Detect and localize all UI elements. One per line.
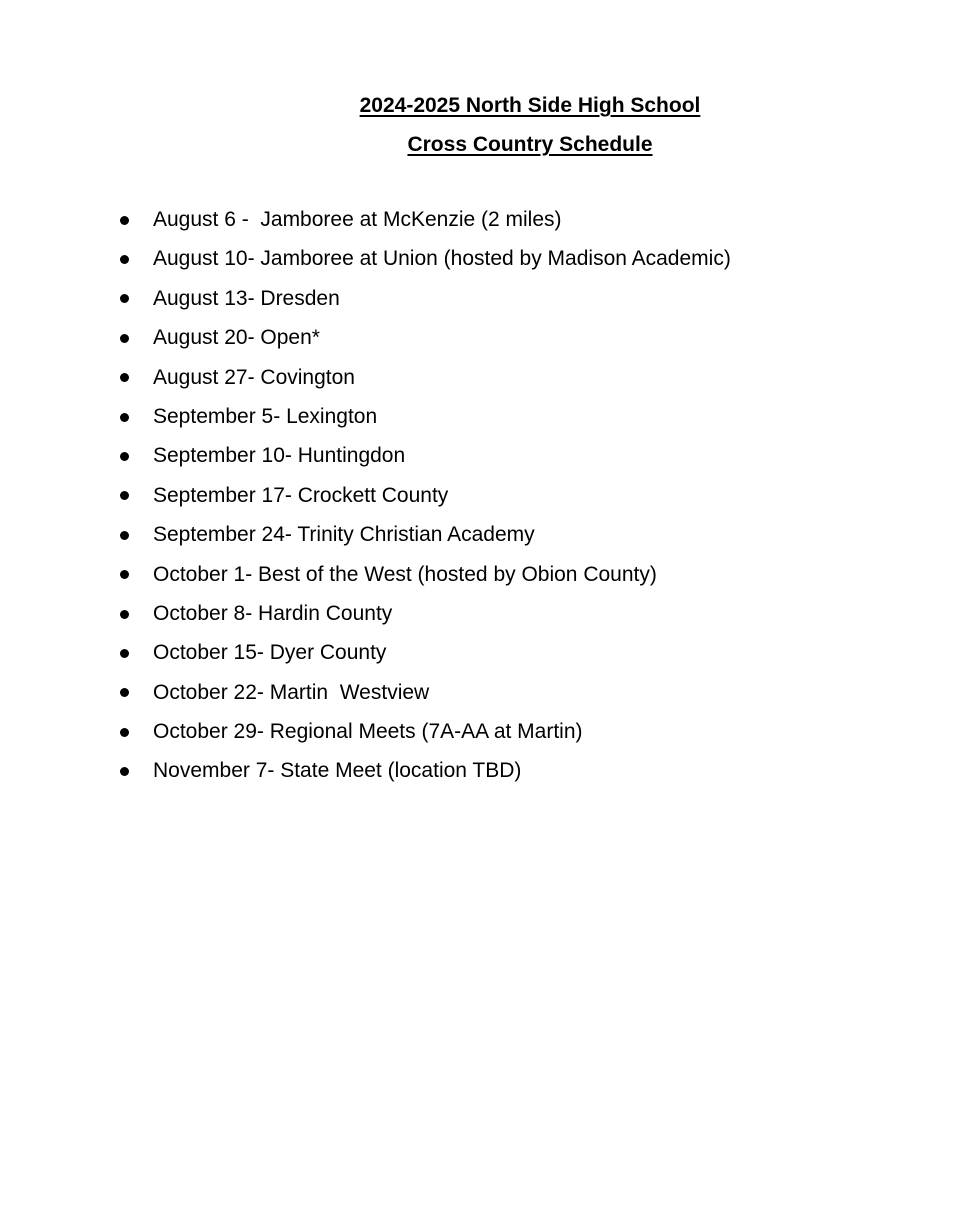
schedule-item — [118, 397, 731, 436]
schedule-item — [118, 239, 731, 278]
bullet-icon — [120, 216, 129, 225]
schedule-item — [118, 318, 731, 357]
bullet-icon — [120, 255, 129, 264]
document-title — [330, 86, 730, 164]
title-line-school: 2024-2025 North Side High School — [359, 94, 701, 117]
schedule-item — [118, 279, 731, 318]
schedule-item — [118, 751, 731, 790]
schedule-list — [118, 200, 731, 791]
bullet-icon — [120, 610, 129, 619]
bullet-icon — [120, 767, 129, 776]
bullet-icon — [120, 294, 129, 303]
schedule-item-text: September 17- Crockett County — [153, 483, 449, 507]
schedule-item-text: September 24- Trinity Christian Academy — [153, 523, 535, 547]
schedule-item-text: September 10- Huntingdon — [153, 444, 406, 468]
title-line-schedule: Cross Country Schedule — [407, 133, 653, 156]
schedule-item-text: August 6 - Jamboree at McKenzie (2 miles) — [153, 208, 562, 231]
schedule-item-text: September 5- Lexington — [153, 404, 378, 428]
schedule-item — [118, 436, 731, 475]
schedule-item — [118, 476, 731, 515]
schedule-item-text: August 13- Dresden — [153, 286, 340, 310]
bullet-icon — [120, 531, 129, 540]
schedule-item-text: October 29- Regional Meets (7A-AA at Martin) — [153, 720, 583, 744]
schedule-item — [118, 515, 731, 554]
bullet-icon — [120, 452, 129, 461]
schedule-item — [118, 555, 731, 594]
schedule-item-text: October 8- Hardin County — [153, 601, 393, 625]
bullet-icon — [120, 728, 129, 737]
bullet-icon — [120, 688, 129, 697]
schedule-item — [118, 673, 731, 712]
bullet-icon — [120, 334, 129, 343]
schedule-item — [118, 712, 731, 751]
schedule-item-text: October 15- Dyer County — [153, 641, 387, 665]
schedule-item-text: October 22- Martin Westview — [153, 680, 430, 704]
bullet-icon — [120, 491, 129, 500]
bullet-icon — [120, 373, 129, 382]
schedule-item-text: August 27- Covington — [153, 365, 355, 389]
schedule-item-text: August 20- Open* — [153, 326, 320, 350]
bullet-icon — [120, 413, 129, 422]
schedule-item — [118, 200, 731, 239]
schedule-item-text: October 1- Best of the West (hosted by Obion County) — [153, 562, 657, 586]
schedule-item — [118, 358, 731, 397]
schedule-item-text: November 7- State Meet (location TBD) — [153, 759, 522, 783]
bullet-icon — [120, 649, 129, 658]
schedule-item — [118, 594, 731, 633]
schedule-item-text: August 10- Jamboree at Union (hosted by Madison Academic) — [153, 247, 731, 271]
schedule-item — [118, 633, 731, 672]
bullet-icon — [120, 570, 129, 579]
